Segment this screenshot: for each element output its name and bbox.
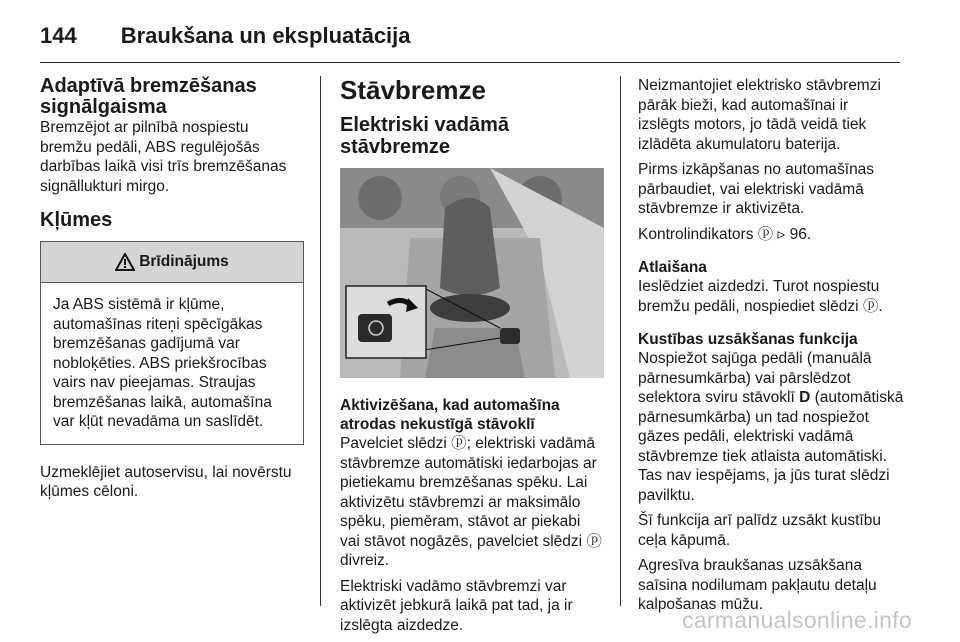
paragraph-drive-away bbox=[638, 349, 904, 505]
watermark: carmanualsonline.info bbox=[681, 607, 912, 633]
paragraph-check: Pirms izkāpšanas no automašīnas pārbaudiet, vai elektriski vadāmā stāvbremze ir aktivizēta. bbox=[638, 161, 875, 217]
header-rule bbox=[40, 62, 900, 63]
gear-d-label: D bbox=[799, 389, 811, 406]
column-middle bbox=[340, 76, 602, 635]
page-number: 144 bbox=[40, 23, 77, 48]
drive-away-text-b: (automātiskā pārnesumkārba) un tad nospiežot gāzes pedāli, elektriski vadāmā stāvbremze tiek atlaista automātiski. Tas nav iespējams, ja jūs turat slēdzi pavilktu. bbox=[638, 389, 904, 504]
page-header bbox=[40, 18, 411, 54]
warning-triangle-icon bbox=[115, 253, 135, 271]
warning-header bbox=[41, 242, 303, 283]
section-heading-parking-brake: Stāvbremze bbox=[340, 75, 486, 105]
console-illustration bbox=[340, 168, 604, 378]
paragraph-faults: Uzmeklējiet autoservisu, lai novērstu kļūmes cēloni. bbox=[40, 463, 292, 500]
column-divider-2 bbox=[620, 76, 621, 606]
section-heading-brake-light: Adaptīvā bremzēšanas signālgaisma bbox=[40, 75, 257, 118]
drive-away-text-a: Nospiežot sajūga pedāli (manuālā pārnesumkārba) vai pārslēdzot selektora sviru stāvoklī bbox=[638, 350, 872, 406]
paragraph-release: Ieslēdziet aizdedzi. Turot nospiestu bremžu pedāli, nospiediet slēdzi ⓟ. bbox=[638, 278, 883, 315]
heading-drive-away: Kustības uzsākšanas funkcija bbox=[638, 331, 858, 348]
chapter-title: Braukšana un ekspluatācija bbox=[120, 23, 411, 48]
paragraph-battery: Neizmantojiet elektrisko stāvbremzi pārāk bieži, kad automašīnai ir izslēgts motors, jo tādā veidā tiek izlādēta akumulatoru baterija. bbox=[638, 77, 881, 153]
subheading-electric-parking-brake: Elektriski vadāmā stāvbremze bbox=[340, 114, 509, 158]
warning-box bbox=[40, 241, 304, 445]
warning-text: Ja ABS sistēmā ir kļūme, automašīnas riteņi spēcīgākas bremzēšanas gadījumā var nobloķēties. ABS priekšrocības vairs nav pieejamas. Straujas bremzēšanas laikā, automašīna var kļūt nevadāma un saslīdēt. bbox=[53, 296, 272, 430]
column-left bbox=[40, 76, 300, 502]
parking-brake-photo bbox=[340, 168, 604, 378]
column-divider-1 bbox=[320, 76, 321, 606]
paragraph-activation-2: Elektriski vadāmo stāvbremzi var aktivizēt jebkurā laikā pat tad, ja ir izslēgta aizdedze. bbox=[340, 577, 573, 634]
paragraph-activation-1: Pavelciet slēdzi ⓟ; elektriski vadāmā stāvbremze automātiski iedarbojas ar pietiekamu bremzēšanas spēku. Lai aktivizētu stāvbremzi ar maksimālo spēku, piemēram, stāvot ar piekabi vai stāvot nogāzēs, pavelciet slēdzi ⓟ divreiz. bbox=[340, 435, 602, 569]
warning-title: Brīdinājums bbox=[139, 253, 229, 270]
paragraph-hill: Šī funkcija arī palīdz uzsākt kustību ceļa kāpumā. bbox=[638, 512, 881, 549]
section-heading-faults: Kļūmes bbox=[40, 209, 113, 231]
heading-release: Atlaišana bbox=[638, 259, 707, 276]
paragraph-wear: Agresīva braukšanas uzsākšana saīsina nodilumam pakļautu detaļu kalpošanas mūžu. bbox=[638, 557, 877, 613]
paragraph-brake-light: Bremzējot ar pilnībā nospiestu bremžu pedāli, ABS regulējošās darbības laikā visi trīs bremzēšanas signāllukturi mirgo. bbox=[40, 119, 287, 195]
column-right bbox=[638, 76, 904, 615]
heading-activation: Aktivizēšana, kad automašīna atrodas nekustīgā stāvoklī bbox=[340, 397, 560, 433]
paragraph-indicator: Kontrolindikators ⓟ ▹ 96. bbox=[638, 225, 812, 243]
